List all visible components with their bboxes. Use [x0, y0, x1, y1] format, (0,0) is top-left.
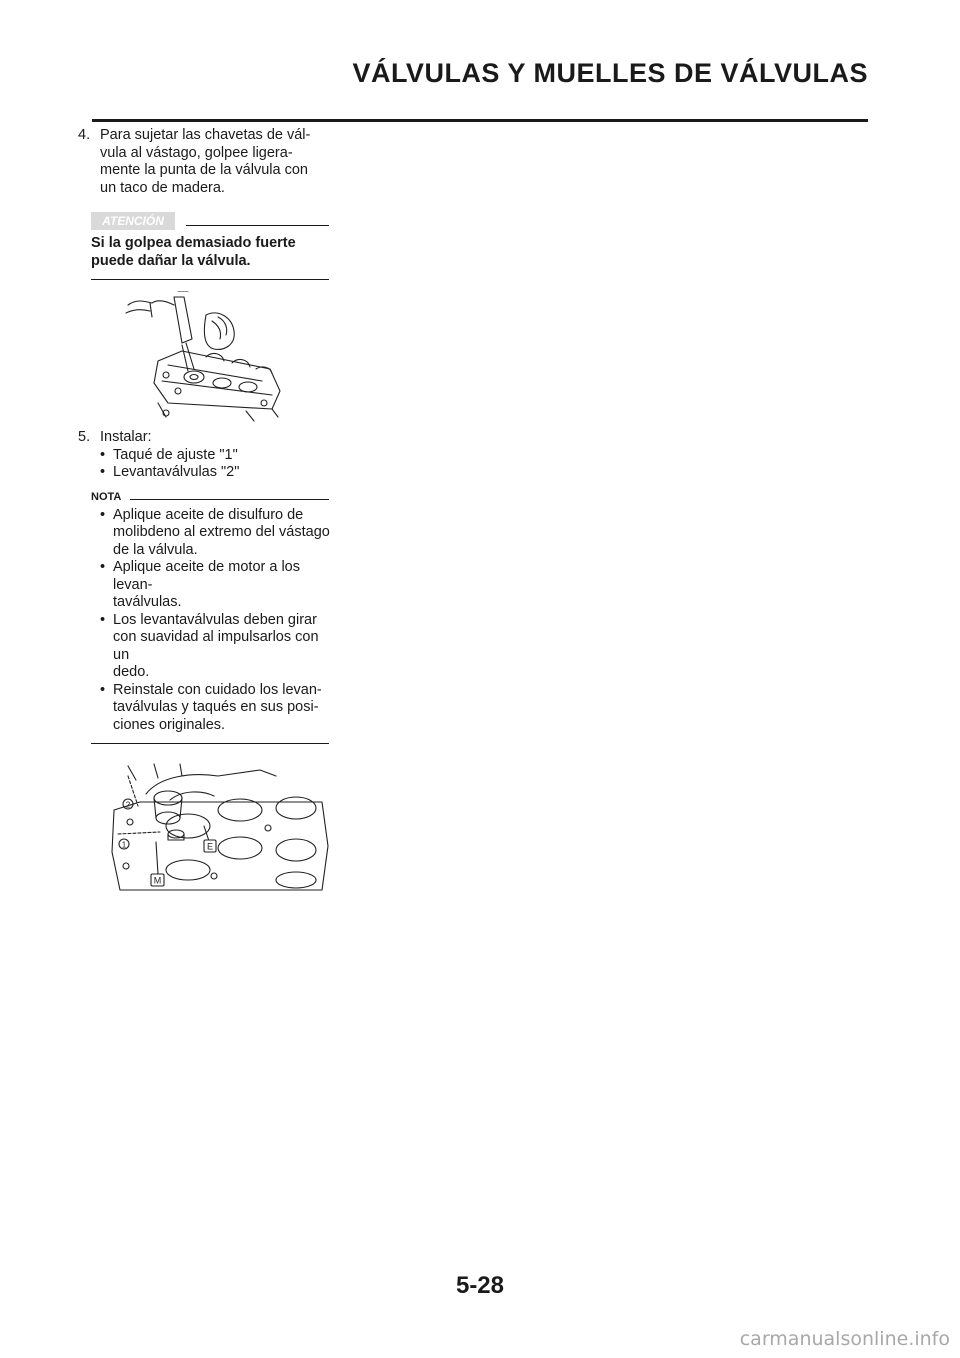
note-item: [91, 682, 330, 735]
note-label: NOTA: [91, 490, 122, 503]
attention-rule: [186, 225, 329, 226]
note-line: de la válvula.: [113, 541, 198, 558]
lifter-install-illustration: [110, 762, 332, 894]
page-number: 5-28: [455, 1272, 505, 1299]
note-line: dedo.: [113, 664, 150, 680]
callout-2: 2: [125, 800, 131, 810]
note-body: [91, 507, 330, 735]
install-item: [78, 447, 330, 465]
note-header: [78, 489, 330, 504]
note-line: con suavidad al impulsarlos con un: [113, 629, 319, 663]
step-line: vula al vástago, golpee ligera-: [100, 144, 293, 161]
note-line: Aplique aceite de motor a los levan-: [113, 559, 300, 593]
engine-oil-symbol: E: [206, 841, 214, 852]
bullet-icon: •: [100, 611, 106, 628]
step-number: 5.: [78, 429, 91, 445]
note-line: taválvulas y taqués en sus posi-: [113, 699, 319, 715]
attention-line: puede dañar la válvula.: [91, 253, 251, 269]
bullet-icon: •: [100, 446, 106, 463]
install-item: [78, 464, 330, 482]
attention-label: ATENCIÓN: [91, 212, 175, 230]
moly-oil-symbol: M: [153, 875, 162, 886]
attention-text: [91, 234, 330, 270]
attention-line: Si la golpea demasiado fuerte: [91, 235, 296, 251]
install-item-text: Levantaválvulas "2": [113, 464, 240, 480]
bullet-icon: •: [100, 681, 106, 698]
step-line: mente la punta de la válvula con: [100, 162, 308, 178]
content-column: [78, 127, 330, 894]
note-line: Los levantaválvulas deben girar: [113, 611, 317, 628]
step-line: un taco de madera.: [100, 179, 225, 196]
valve-tapping-illustration: [122, 291, 290, 423]
step-number: 4.: [78, 127, 91, 143]
note-bottom-rule: [91, 743, 329, 744]
note-line: taválvulas.: [113, 594, 182, 610]
callout-1: 1: [121, 840, 127, 850]
note-line: ciones originales.: [113, 716, 226, 733]
step-line: Para sujetar las chavetas de vál-: [100, 127, 311, 143]
install-item-text: Taqué de ajuste "1": [113, 446, 238, 463]
step-5: [78, 429, 330, 447]
title-rule: [92, 119, 868, 122]
note-rule: [130, 499, 329, 500]
bullet-icon: •: [100, 506, 106, 523]
note-line: Aplique aceite de disulfuro de: [113, 506, 304, 523]
watermark-text: carmanualsonline.info: [739, 1328, 950, 1350]
bullet-icon: •: [100, 464, 106, 480]
note-item: [91, 612, 330, 682]
note-item: [91, 559, 330, 612]
step-title: Instalar:: [100, 429, 152, 445]
page-title: VÁLVULAS Y MUELLES DE VÁLVULAS: [352, 58, 868, 88]
bullet-icon: •: [100, 559, 106, 575]
attention-bottom-rule: [91, 279, 329, 280]
step-4: [78, 127, 330, 197]
note-line: Reinstale con cuidado los levan-: [113, 681, 322, 698]
note-item: [91, 507, 330, 560]
note-line: molibdeno al extremo del vástago: [113, 524, 330, 540]
attention-header: [78, 211, 330, 231]
